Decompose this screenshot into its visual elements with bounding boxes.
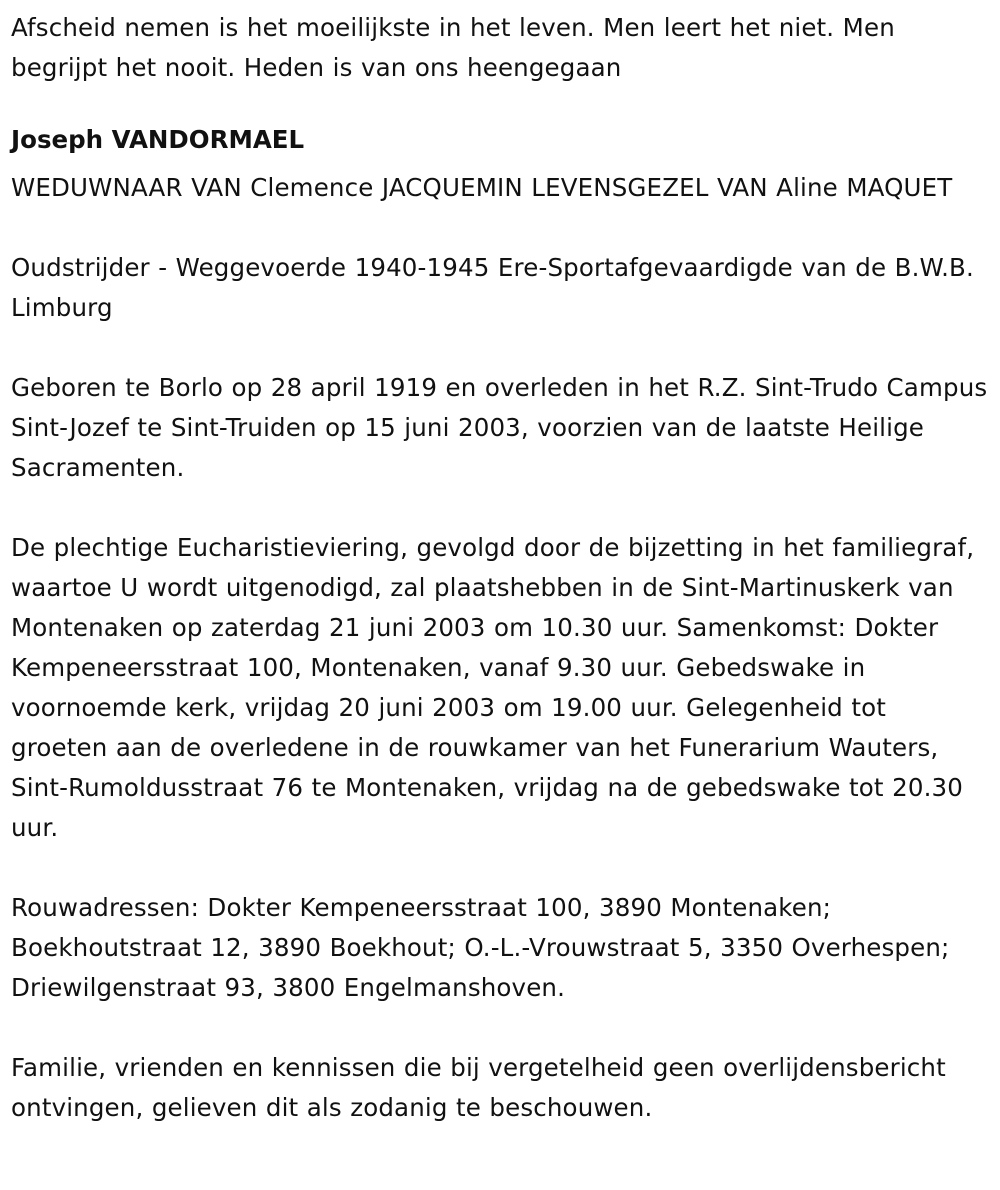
ceremony-paragraph: De plechtige Eucharistieviering, gevolgd door de bijzetting in het familiegraf, waartoe U wordt uitgenodigd, zal plaatshebben in de Sint-Martinuskerk van Montenaken op zaterdag 21 juni 2003 om 10.30 uur. Samenkomst: Dokter Kempeneersstraat 100, Montenaken, vanaf 9.30 uur. Gebedswake in voornoemde kerk, vrijdag 20 juni 2003 om 19.00 uur. Gelegenheid tot groeten aan de overledene in de rouwkamer van het Funerarium Wauters, Sint-Rumoldusstraat 76 te Montenaken, vrijdag na de gebedswake tot 20.30 uur. bbox=[11, 533, 975, 842]
relations-paragraph: WEDUWNAAR VAN Clemence JACQUEMIN LEVENSGEZEL VAN Aline MAQUET bbox=[11, 173, 953, 202]
addresses-paragraph: Rouwadressen: Dokter Kempeneersstraat 100, 3890 Montenaken; Boekhoutstraat 12, 3890 Boekhout; O.-L.-Vrouwstraat 5, 3350 Overhespen; Driewilgenstraat 93, 3800 Engelmanshoven. bbox=[11, 893, 950, 1002]
titles-paragraph: Oudstrijder - Weggevoerde 1940-1945 Ere-Sportafgevaardigde van de B.W.B. Limburg bbox=[11, 253, 974, 322]
birth-death-paragraph: Geboren te Borlo op 28 april 1919 en overleden in het R.Z. Sint-Trudo Campus Sint-Jozef te Sint-Truiden op 15 juni 2003, voorzien van de laatste Heilige Sacramenten. bbox=[11, 373, 988, 482]
closing-paragraph: Familie, vrienden en kennissen die bij vergetelheid geen overlijdensbericht ontvingen, gelieven dit als zodanig te beschouwen. bbox=[11, 1053, 946, 1122]
intro-paragraph: Afscheid nemen is het moeilijkste in het leven. Men leert het niet. Men begrijpt het nooit. Heden is van ons heengegaan bbox=[11, 13, 895, 82]
deceased-name: Joseph VANDORMAEL bbox=[11, 125, 305, 154]
